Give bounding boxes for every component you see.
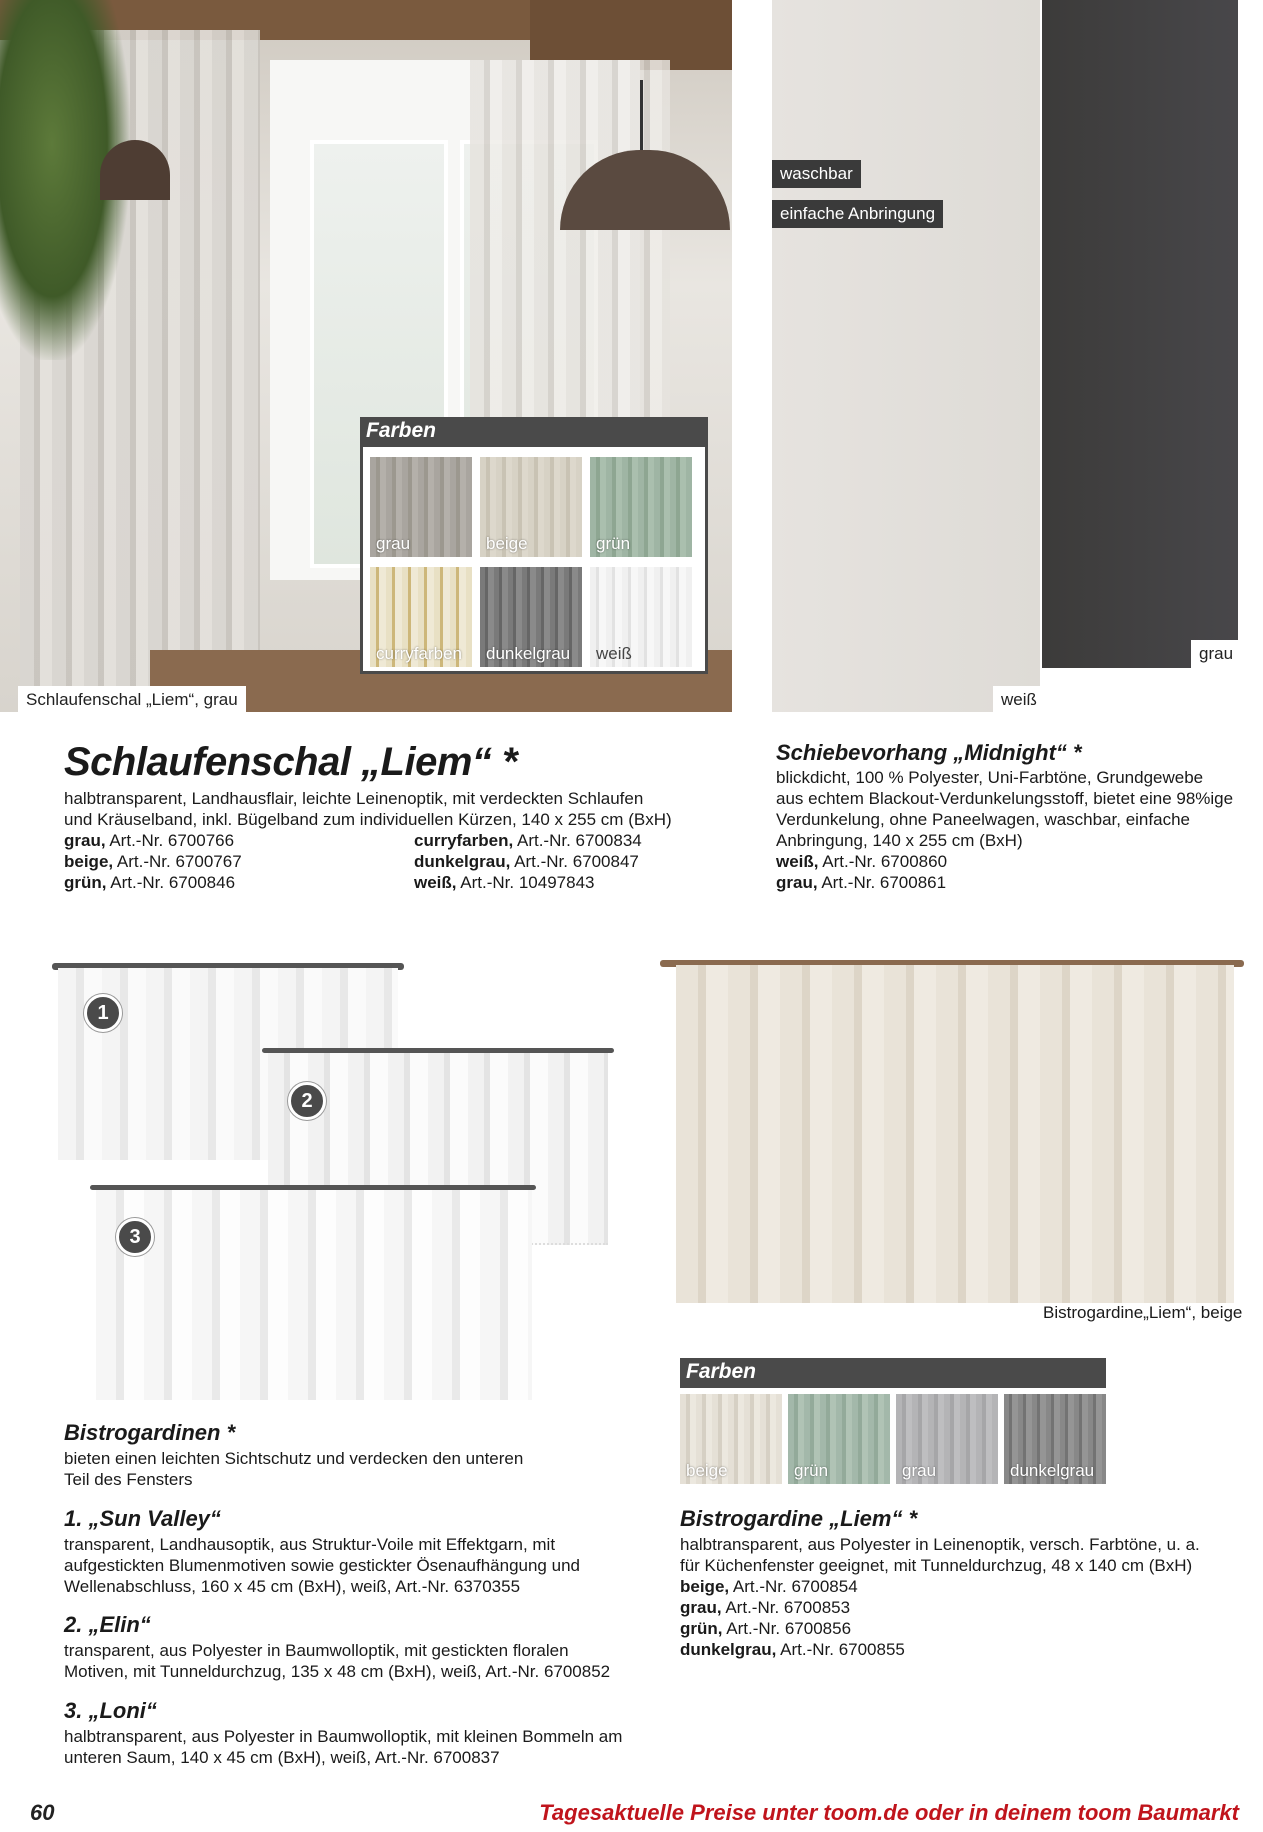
midnight-item: grau, Art.-Nr. 6700861 [776, 873, 947, 892]
bistro-liem-caption: Bistrogardine„Liem“, beige [1043, 1303, 1243, 1322]
midnight-item: weiß, Art.-Nr. 6700860 [776, 852, 948, 871]
sun-valley-title: 1. „Sun Valley“ [64, 1506, 221, 1531]
swatch-grau[interactable] [896, 1394, 998, 1484]
midnight-title: Schiebevorhang „Midnight“ * [776, 740, 1082, 765]
elin-line: Motiven, mit Tunneldurchzug, 135 x 48 cm (BxH), weiß, Art.-Nr. 6700852 [64, 1662, 611, 1681]
bistro-liem-line: halbtransparent, aus Polyester in Leinenoptik, versch. Farbtöne, u. a. [680, 1535, 1200, 1554]
page-number: 60 [30, 1800, 55, 1825]
midnight-label-weiss: weiß [993, 686, 1045, 714]
bistro-intro-line: bieten einen leichten Sichtschutz und verdecken den unteren [64, 1449, 524, 1468]
liem-item: grün, Art.-Nr. 6700846 [64, 873, 236, 892]
swatch-beige[interactable] [680, 1394, 782, 1484]
liem-item: curryfarben, Art.-Nr. 6700834 [414, 831, 642, 850]
swatch-label: dunkelgrau [486, 644, 571, 663]
swatch-panel-title: Farben [680, 1358, 1106, 1388]
elin-line: transparent, aus Polyester in Baumwolloptik, mit gestickten floralen [64, 1641, 569, 1660]
liem-item: grau, Art.-Nr. 6700766 [64, 831, 235, 850]
sun-valley-line: transparent, Landhausoptik, aus Struktur-Voile mit Effektgarn, mit [64, 1535, 556, 1554]
liem-desc-line-2: und Kräuselband, inkl. Bügelband zum individuellen Kürzen, 140 x 255 cm (BxH) [64, 810, 672, 829]
swatch-panel-title: Farben [360, 417, 708, 447]
bistro-liem-item: dunkelgrau, Art.-Nr. 6700855 [680, 1640, 905, 1659]
midnight-desc-line: Anbringung, 140 x 255 cm (BxH) [776, 831, 1023, 850]
feature-tag-anbringung: einfache Anbringung [772, 200, 943, 228]
curtain-loni [96, 1190, 532, 1400]
elin-title: 2. „Elin“ [64, 1612, 151, 1637]
swatch-label: grau [376, 534, 411, 553]
bistro-liem-title: Bistrogardine „Liem“ * [680, 1506, 918, 1531]
midnight-desc-line: Verdunkelung, ohne Paneelwagen, waschbar, einfache [776, 810, 1190, 829]
product-badge-1: 1 [84, 994, 122, 1032]
midnight-panel-grau [1042, 0, 1238, 668]
bistro-liem-item: grau, Art.-Nr. 6700853 [680, 1598, 851, 1617]
feature-tag-waschbar: waschbar [772, 160, 861, 188]
swatch-label: weiß [596, 644, 632, 663]
loni-title: 3. „Loni“ [64, 1698, 157, 1723]
swatch-gruen[interactable] [788, 1394, 890, 1484]
curtain-bistro-liem [676, 965, 1234, 1303]
bistro-title: Bistrogardinen * [64, 1420, 236, 1445]
liem-title: Schlaufenschal „Liem“ * [64, 740, 518, 784]
bistro-intro-line: Teil des Fensters [64, 1470, 193, 1489]
loni-line: halbtransparent, aus Polyester in Baumwolloptik, mit kleinen Bommeln am [64, 1727, 623, 1746]
midnight-label-grau: grau [1191, 640, 1241, 668]
bistro-liem-item: grün, Art.-Nr. 6700856 [680, 1619, 852, 1638]
bistro-liem-line: für Küchenfenster geeignet, mit Tunneldurchzug, 48 x 140 cm (BxH) [680, 1556, 1193, 1575]
swatch-grau[interactable] [370, 457, 472, 557]
swatch-dunkelgrau[interactable] [480, 567, 582, 667]
midnight-desc-line: aus echtem Blackout-Verdunkelungsstoff, bietet eine 98%ige [776, 789, 1234, 808]
midnight-desc-line: blickdicht, 100 % Polyester, Uni-Farbtöne, Grundgewebe [776, 768, 1204, 787]
swatch-label: beige [486, 534, 528, 553]
liem-item: beige, Art.-Nr. 6700767 [64, 852, 242, 871]
hero-left-caption: Schlaufenschal „Liem“, grau [18, 686, 246, 714]
liem-item: dunkelgrau, Art.-Nr. 6700847 [414, 852, 639, 871]
swatch-gruen[interactable] [590, 457, 692, 557]
swatch-dunkelgrau[interactable] [1004, 1394, 1106, 1484]
swatch-curryfarben[interactable] [370, 567, 472, 667]
swatch-label: dunkelgrau [1010, 1461, 1095, 1480]
sun-valley-line: Wellenabschluss, 160 x 45 cm (BxH), weiß, Art.-Nr. 6370355 [64, 1577, 521, 1596]
sun-valley-line: aufgestickten Blumenmotiven sowie gestickter Ösenaufhängung und [64, 1556, 580, 1575]
midnight-panel-weiss [772, 0, 1040, 712]
swatch-label: grün [596, 534, 631, 553]
swatch-weiss[interactable] [590, 567, 692, 667]
liem-item: weiß, Art.-Nr. 10497843 [414, 873, 595, 892]
product-badge-2: 2 [288, 1082, 326, 1120]
swatch-label: curryfarben [376, 644, 462, 663]
liem-desc-line-1: halbtransparent, Landhausflair, leichte Leinenoptik, mit verdeckten Schlaufen [64, 789, 644, 808]
loni-line: unteren Saum, 140 x 45 cm (BxH), weiß, Art.-Nr. 6700837 [64, 1748, 500, 1767]
swatch-beige[interactable] [480, 457, 582, 557]
product-badge-3: 3 [116, 1218, 154, 1256]
swatch-label: grün [794, 1461, 829, 1480]
swatch-label: grau [902, 1461, 937, 1480]
footer-slogan[interactable]: Tagesaktuelle Preise unter toom.de oder in deinem toom Baumarkt [539, 1800, 1239, 1825]
bistro-liem-item: beige, Art.-Nr. 6700854 [680, 1577, 858, 1596]
swatch-label: beige [686, 1461, 728, 1480]
